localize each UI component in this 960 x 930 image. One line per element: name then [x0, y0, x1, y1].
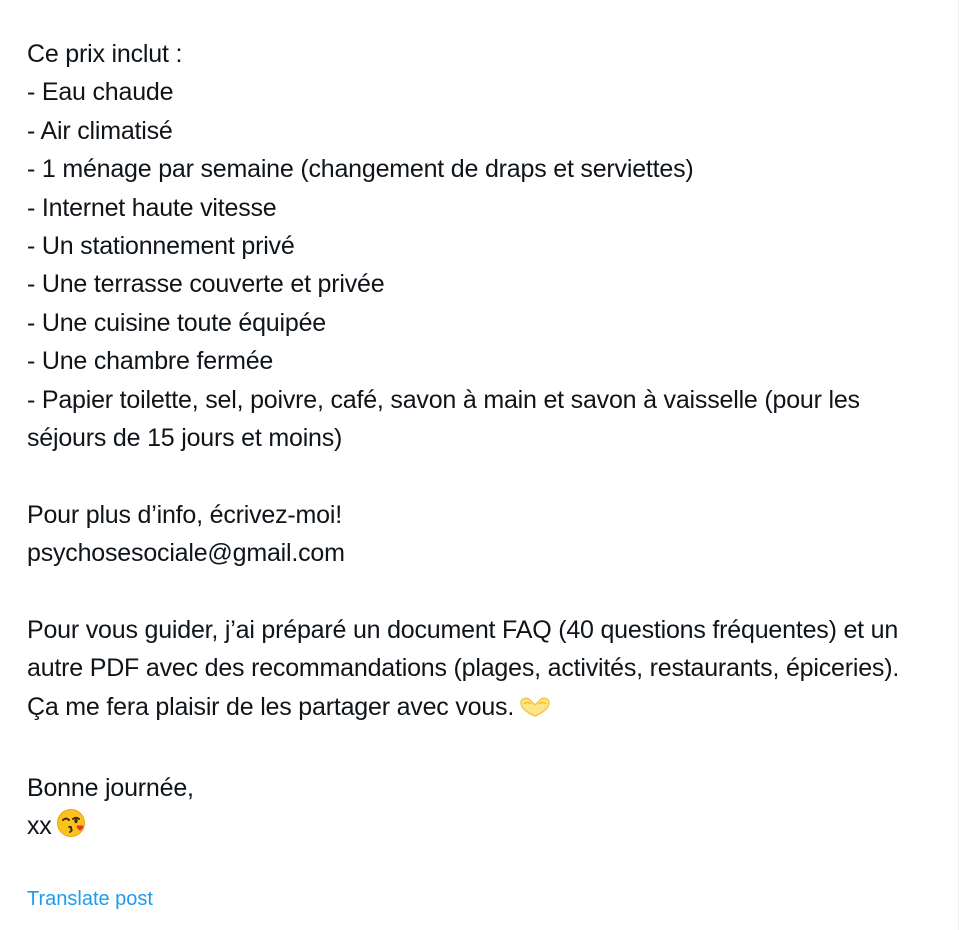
post-intro: Ce prix inclut :	[27, 40, 183, 68]
amenity-item: - Une terrasse couverte et privée	[27, 270, 385, 299]
amenity-item: - Un stationnement privé	[27, 232, 295, 261]
guide-paragraph-text: Pour vous guider, j’ai préparé un document FAQ (40 questions fréquentes) et un autre PDF avec des recommandations (plages, activités, restaurants, épiceries). Ça me fera plaisir de les partager avec vous.	[27, 616, 900, 721]
guide-paragraph	[27, 611, 922, 730]
amenity-item: - Eau chaude	[27, 78, 174, 107]
spacer	[27, 573, 942, 611]
amenity-item: - Papier toilette, sel, poivre, café, savon à main et savon à vaisselle (pour les séjours de 15 jours et moins)	[27, 385, 860, 453]
spacer	[27, 730, 942, 768]
kissing-wink-emoji	[56, 808, 86, 849]
amenity-item: - Une cuisine toute équipée	[27, 308, 326, 337]
translate-post-link[interactable]: Translate post	[27, 888, 153, 910]
info-line: Pour plus d’info, écrivez-moi!	[27, 500, 342, 529]
amenity-item: - Internet haute vitesse	[27, 193, 277, 222]
signoff-line	[27, 807, 942, 849]
post-text	[27, 35, 942, 849]
signoff-text: xx	[27, 812, 52, 841]
spacer	[27, 457, 942, 495]
amenity-item: - Une chambre fermée	[27, 347, 274, 376]
amenity-item: - 1 ménage par semaine (changement de draps et serviettes)	[27, 155, 694, 184]
closing-line: Bonne journée,	[27, 773, 194, 802]
email-text: psychosesociale@gmail.com	[27, 539, 345, 568]
amenity-item: - Air climatisé	[27, 116, 173, 145]
heart-hands-emoji	[518, 692, 552, 730]
